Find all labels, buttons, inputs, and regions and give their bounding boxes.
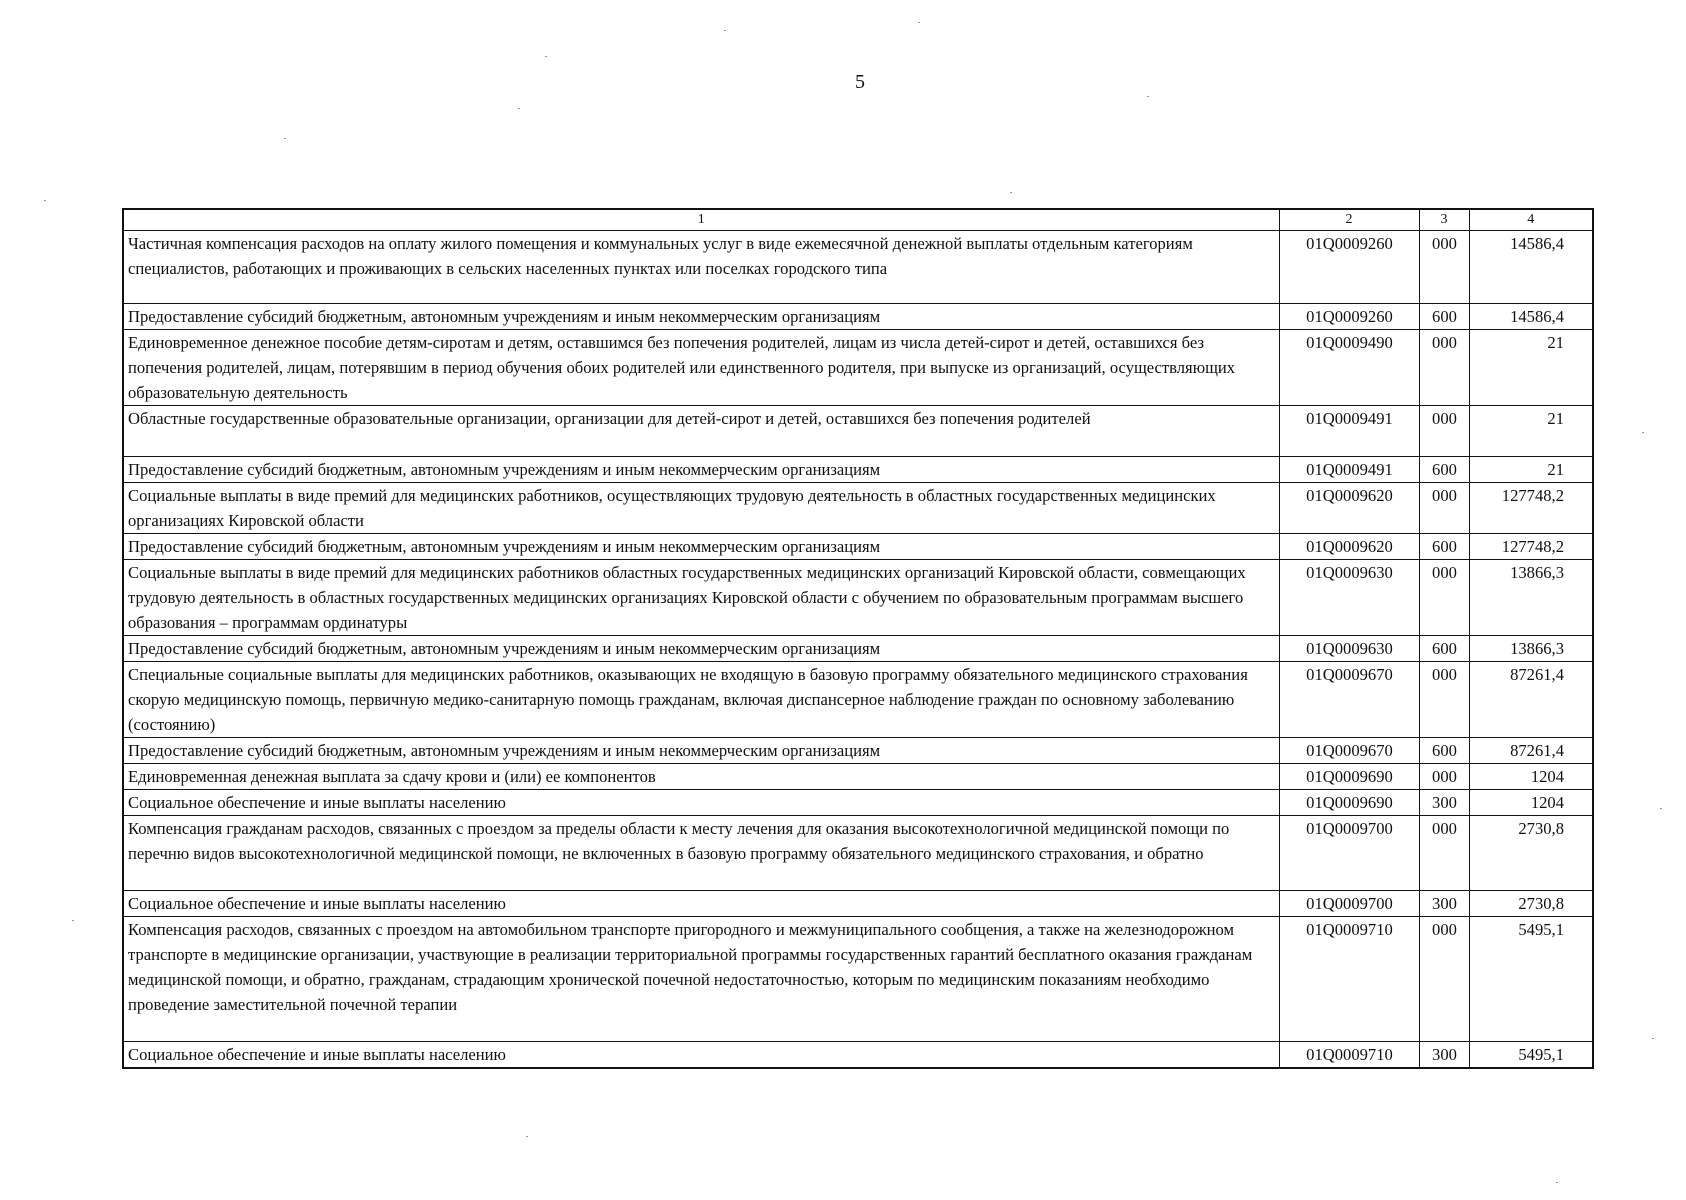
scan-speck: [1556, 1182, 1558, 1183]
table-row: [123, 483, 1593, 534]
row-code-cell: 01Q0009260: [1279, 231, 1419, 304]
row-kvr-cell: 000: [1419, 231, 1469, 304]
row-sum-cell: 13866,3: [1469, 636, 1593, 662]
row-sum-cell: 1204: [1469, 764, 1593, 790]
row-name-cell: Специальные социальные выплаты для медицинских работников, оказывающих не входящую в базовую программу обязательного медицинского страхования скорую медицинскую помощь, первичную медико-санитарную помощь гражданам, включая диспансерное наблюдение граждан по основному заболеванию (состоянию): [123, 662, 1279, 738]
row-code-cell: 01Q0009630: [1279, 636, 1419, 662]
row-kvr-cell: 600: [1419, 636, 1469, 662]
row-code-cell: 01Q0009690: [1279, 764, 1419, 790]
page-number: 5: [855, 71, 865, 93]
table-row: [123, 457, 1593, 483]
row-kvr-cell: 000: [1419, 816, 1469, 891]
row-code-cell: 01Q0009670: [1279, 738, 1419, 764]
scan-speck: [1660, 808, 1662, 809]
row-name-cell: Областные государственные образовательные организации, организации для детей-сирот и детей, оставшихся без попечения родителей: [123, 406, 1279, 457]
table-row: [123, 636, 1593, 662]
column-header-1: 1: [123, 209, 1279, 231]
row-code-cell: 01Q0009690: [1279, 790, 1419, 816]
row-sum-cell: 87261,4: [1469, 662, 1593, 738]
row-code-cell: 01Q0009700: [1279, 816, 1419, 891]
table-row: [123, 816, 1593, 891]
row-sum-cell: 1204: [1469, 790, 1593, 816]
scan-speck: [72, 920, 74, 921]
row-kvr-cell: 600: [1419, 738, 1469, 764]
row-kvr-cell: 300: [1419, 891, 1469, 917]
table-row: [123, 534, 1593, 560]
row-name-cell: Предоставление субсидий бюджетным, автономным учреждениям и иным некоммерческим организациям: [123, 457, 1279, 483]
row-sum-cell: 21: [1469, 330, 1593, 406]
row-code-cell: 01Q0009620: [1279, 483, 1419, 534]
table-row: [123, 560, 1593, 636]
scan-speck: [918, 22, 920, 23]
budget-table: [122, 208, 1594, 1069]
scan-speck: [1642, 432, 1644, 433]
row-name-cell: Предоставление субсидий бюджетным, автономным учреждениям и иным некоммерческим организациям: [123, 636, 1279, 662]
row-code-cell: 01Q0009620: [1279, 534, 1419, 560]
row-kvr-cell: 300: [1419, 790, 1469, 816]
row-kvr-cell: 000: [1419, 406, 1469, 457]
row-name-cell: Социальное обеспечение и иные выплаты населению: [123, 790, 1279, 816]
row-kvr-cell: 000: [1419, 560, 1469, 636]
table-row: [123, 738, 1593, 764]
row-name-cell: Частичная компенсация расходов на оплату жилого помещения и коммунальных услуг в виде ежемесячной денежной выплаты отдельным категориям специалистов, работающих и проживающих в сельских населенных пунктах или поселках городского типа: [123, 231, 1279, 304]
row-sum-cell: 14586,4: [1469, 231, 1593, 304]
table-row: [123, 1042, 1593, 1069]
scan-speck: [526, 1136, 528, 1137]
row-kvr-cell: 000: [1419, 662, 1469, 738]
scan-speck: [44, 200, 46, 201]
row-code-cell: 01Q0009630: [1279, 560, 1419, 636]
row-code-cell: 01Q0009700: [1279, 891, 1419, 917]
row-name-cell: Социальное обеспечение и иные выплаты населению: [123, 891, 1279, 917]
row-code-cell: 01Q0009490: [1279, 330, 1419, 406]
row-sum-cell: 5495,1: [1469, 917, 1593, 1042]
table-row: [123, 304, 1593, 330]
row-code-cell: 01Q0009710: [1279, 917, 1419, 1042]
row-name-cell: Компенсация гражданам расходов, связанных с проездом за пределы области к месту лечения для оказания высокотехнологичной медицинской помощи по перечню видов высокотехнологичной медицинской помощи, не включенных в базовую программу обязательного медицинского страхования, и обратно: [123, 816, 1279, 891]
row-sum-cell: 21: [1469, 406, 1593, 457]
row-code-cell: 01Q0009710: [1279, 1042, 1419, 1069]
table-body: [123, 209, 1593, 1068]
scan-speck: [284, 138, 286, 139]
row-kvr-cell: 000: [1419, 764, 1469, 790]
table-row: [123, 330, 1593, 406]
row-kvr-cell: 000: [1419, 483, 1469, 534]
row-name-cell: Предоставление субсидий бюджетным, автономным учреждениям и иным некоммерческим организациям: [123, 738, 1279, 764]
row-name-cell: Предоставление субсидий бюджетным, автономным учреждениям и иным некоммерческим организациям: [123, 304, 1279, 330]
row-name-cell: Социальное обеспечение и иные выплаты населению: [123, 1042, 1279, 1069]
table-row: [123, 891, 1593, 917]
row-code-cell: 01Q0009491: [1279, 457, 1419, 483]
row-sum-cell: 13866,3: [1469, 560, 1593, 636]
table-header-row: [123, 209, 1593, 231]
row-sum-cell: 2730,8: [1469, 891, 1593, 917]
table-row: [123, 406, 1593, 457]
row-code-cell: 01Q0009670: [1279, 662, 1419, 738]
scan-speck: [1652, 1038, 1654, 1039]
table-row: [123, 790, 1593, 816]
table-row: [123, 231, 1593, 304]
table-row: [123, 764, 1593, 790]
row-name-cell: Единовременное денежное пособие детям-сиротам и детям, оставшимся без попечения родителей, лицам из числа детей-сирот и детей, оставшихся без попечения родителей, лицам, потерявшим в период обучения обоих родителей или единственного родителя, при выпуске из организаций, осуществляющих образовательную деятельность: [123, 330, 1279, 406]
row-kvr-cell: 600: [1419, 534, 1469, 560]
row-sum-cell: 87261,4: [1469, 738, 1593, 764]
row-name-cell: Единовременная денежная выплата за сдачу крови и (или) ее компонентов: [123, 764, 1279, 790]
row-kvr-cell: 300: [1419, 1042, 1469, 1069]
column-header-3: 3: [1419, 209, 1469, 231]
row-kvr-cell: 000: [1419, 917, 1469, 1042]
row-sum-cell: 127748,2: [1469, 483, 1593, 534]
row-sum-cell: 5495,1: [1469, 1042, 1593, 1069]
scan-speck: [518, 108, 520, 109]
row-name-cell: Компенсация расходов, связанных с проездом на автомобильном транспорте пригородного и межмуниципального сообщения, а также на железнодорожном транспорте в медицинские организации, участвующие в реализации территориальной программы государственных гарантий бесплатного оказания гражданам медицинской помощи, и обратно, гражданам, страдающим хронической почечной недостаточностью, которым по медицинским показаниям необходимо проведение заместительной почечной терапии: [123, 917, 1279, 1042]
scan-speck: [545, 56, 547, 57]
row-kvr-cell: 600: [1419, 457, 1469, 483]
scan-speck: [1147, 96, 1149, 97]
row-code-cell: 01Q0009260: [1279, 304, 1419, 330]
scan-speck: [1010, 192, 1012, 193]
row-sum-cell: 2730,8: [1469, 816, 1593, 891]
row-name-cell: Социальные выплаты в виде премий для медицинских работников областных государственных медицинских организаций Кировской области, совмещающих трудовую деятельность в областных государственных медицинских организациях Кировской области с обучением по образовательным программам высшего образования – программам ординатуры: [123, 560, 1279, 636]
scan-speck: [724, 30, 726, 31]
row-kvr-cell: 000: [1419, 330, 1469, 406]
row-sum-cell: 14586,4: [1469, 304, 1593, 330]
table-row: [123, 662, 1593, 738]
table-row: [123, 917, 1593, 1042]
row-name-cell: Предоставление субсидий бюджетным, автономным учреждениям и иным некоммерческим организациям: [123, 534, 1279, 560]
row-kvr-cell: 600: [1419, 304, 1469, 330]
column-header-4: 4: [1469, 209, 1593, 231]
row-sum-cell: 21: [1469, 457, 1593, 483]
row-sum-cell: 127748,2: [1469, 534, 1593, 560]
row-code-cell: 01Q0009491: [1279, 406, 1419, 457]
row-name-cell: Социальные выплаты в виде премий для медицинских работников, осуществляющих трудовую деятельность в областных государственных медицинских организациях Кировской области: [123, 483, 1279, 534]
column-header-2: 2: [1279, 209, 1419, 231]
